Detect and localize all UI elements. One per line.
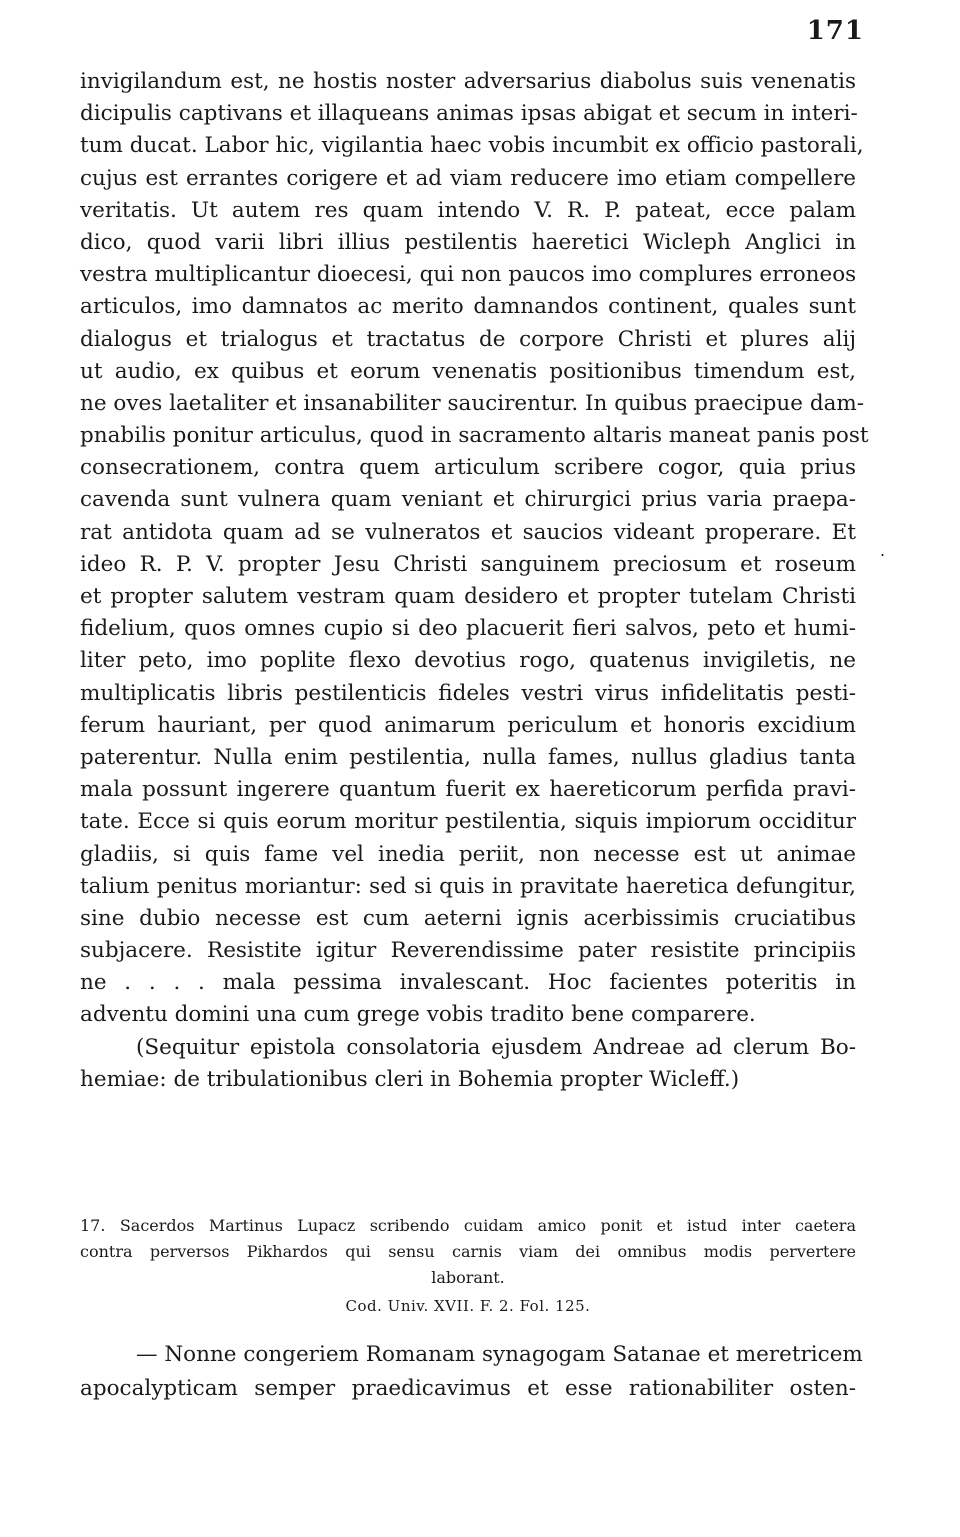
text-line: vestra multiplicantur dioecesi, qui non paucos imo complures erroneos <box>80 262 857 288</box>
text-line: cujus est errantes corigere et ad viam reducere imo etiam compellere <box>80 165 856 191</box>
text-line: pnabilis ponitur articulus, quod in sacramento altaris maneat panis post <box>80 423 869 449</box>
text-line: ut audio, ex quibus et eorum venenatis positionibus timendum est, <box>80 358 856 384</box>
text-line: consecrationem, contra quem articulum scribere cogor, quia prius <box>80 455 856 481</box>
text-line: multiplicatis libris pestilenticis fideles vestri virus infidelitatis pesti- <box>80 680 856 706</box>
page-number: 171 <box>806 16 864 46</box>
text-line: cavenda sunt vulnera quam veniant et chirurgici prius varia praepa- <box>80 487 856 513</box>
text-line: — Nonne congeriem Romanam synagogam Satanae et meretricem <box>136 1342 863 1367</box>
text-line: rat antidota quam ad se vulneratos et saucios videant properare. Et <box>80 519 856 545</box>
text-line: veritatis. Ut autem res quam intendo V. R. P. pateat, ecce palam <box>80 197 856 223</box>
text-line: dicipulis captivans et illaqueans animas ipsas abigat et secum in interi- <box>80 101 858 127</box>
text-line: ideo R. P. V. propter Jesu Christi sanguinem preciosum et roseum <box>80 551 856 577</box>
text-line: ne oves laetaliter et insanabiliter saucirentur. In quibus praecipue dam- <box>80 390 865 416</box>
text-line: dialogus et trialogus et tractatus de corpore Christi et plures alij <box>80 326 856 352</box>
footnote-line: 17. Sacerdos Martinus Lupacz scribendo cuidam amico ponit et istud inter caetera <box>80 1216 856 1235</box>
text-line: invigilandum est, ne hostis noster adversarius diabolus suis venenatis <box>80 69 856 94</box>
text-line: ferum hauriant, per quod animarum periculum et honoris excidium <box>80 712 856 738</box>
text-line: apocalypticam semper praedicavimus et esse rationabiliter osten- <box>80 1376 856 1401</box>
text-line: sine dubio necesse est cum aeterni ignis acerbissimis cruciatibus <box>80 905 856 931</box>
footnote-line: laborant. <box>431 1268 505 1287</box>
footnote-source: Cod. Univ. XVII. F. 2. Fol. 125. <box>345 1297 591 1315</box>
text-line: liter peto, imo poplite flexo devotius rogo, quatenus invigiletis, ne <box>80 648 856 674</box>
text-line: tum ducat. Labor hic, vigilantia haec vobis incumbit ex officio pastorali, <box>80 133 864 159</box>
text-line: adventu domini una cum grege vobis tradito bene comparere. <box>80 1002 756 1028</box>
text-line: fidelium, quos omnes cupio si deo placuerit fieri salvos, peto et humi- <box>80 616 856 642</box>
text-line: tate. Ecce si quis eorum moritur pestilentia, siquis impiorum occiditur <box>80 809 856 835</box>
text-line: articulos, imo damnatos ac merito damnandos continent, quales sunt <box>80 294 856 320</box>
text-line: paterentur. Nulla enim pestilentia, nulla fames, nullus gladius tanta <box>80 744 856 770</box>
main-text-block <box>80 66 869 1096</box>
footnote-block <box>80 1213 856 1321</box>
footnote-line: contra perversos Pikhardos qui sensu carnis viam dei omnibus modis pervertere <box>80 1242 856 1261</box>
text-line: mala possunt ingerere quantum fuerit ex haereticorum perfida pravi- <box>80 777 856 803</box>
closing-text-block <box>80 1338 863 1406</box>
editorial-note-line: hemiae: de tribulationibus cleri in Bohemia propter Wicleff.) <box>80 1066 740 1092</box>
text-line: subjacere. Resistite igitur Reverendissime pater resistite principiis <box>80 938 856 964</box>
text-line: dico, quod varii libri illius pestilentis haeretici Wicleph Anglici in <box>80 229 856 255</box>
text-line: talium penitus moriantur: sed si quis in pravitate haeretica defungitur, <box>80 873 856 899</box>
margin-mark: . <box>880 541 886 560</box>
text-line: et propter salutem vestram quam desidero et propter tutelam Christi <box>80 584 856 609</box>
text-line: ne . . . . mala pessima invalescant. Hoc facientes poteritis in <box>80 970 856 996</box>
editorial-note-line: (Sequitur epistola consolatoria ejusdem Andreae ad clerum Bo- <box>136 1034 856 1060</box>
text-line: gladiis, si quis fame vel inedia periit, non necesse est ut animae <box>80 841 856 867</box>
